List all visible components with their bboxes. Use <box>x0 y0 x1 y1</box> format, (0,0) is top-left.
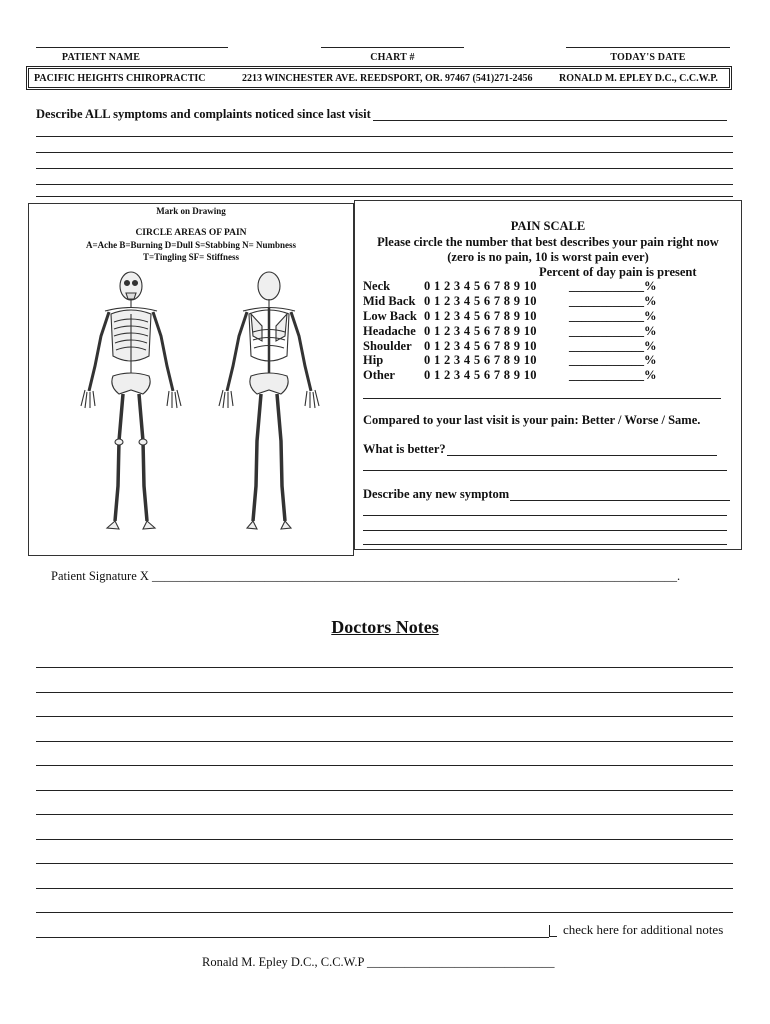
pain-percent-field[interactable]: ____________% <box>569 368 657 382</box>
pain-area-label: Mid Back <box>363 294 416 308</box>
practice-address: 2213 WINCHESTER AVE. REEDSPORT, OR. 97467 (541)271-2456 <box>242 73 533 84</box>
skeleton-back <box>219 272 319 529</box>
doctor-notes-line[interactable] <box>36 692 733 693</box>
circle-areas-label: CIRCLE AREAS OF PAIN <box>135 228 247 238</box>
doctor-notes-line[interactable] <box>36 839 733 840</box>
additional-notes-label: check here for additional notes <box>563 922 724 937</box>
pain-area-label: Shoulder <box>363 339 412 353</box>
pain-scale-numbers[interactable]: 0 1 2 3 4 5 6 7 8 9 10 <box>424 279 537 293</box>
pain-area-label: Low Back <box>363 309 417 323</box>
pain-scale-numbers[interactable]: 0 1 2 3 4 5 6 7 8 9 10 <box>424 353 537 367</box>
symptoms-line[interactable] <box>36 184 733 185</box>
pain-percent-field[interactable]: ____________% <box>569 324 657 338</box>
pain-percent-field[interactable]: ____________% <box>569 339 657 353</box>
doctors-notes-title: Doctors Notes <box>331 617 439 637</box>
doctor-notes-line[interactable] <box>36 912 733 913</box>
pain-area-label: Other <box>363 368 395 382</box>
doctor-notes-line[interactable] <box>36 741 733 742</box>
mark-on-drawing-label: Mark on Drawing <box>156 206 226 216</box>
pain-scale-numbers[interactable]: 0 1 2 3 4 5 6 7 8 9 10 <box>424 309 537 323</box>
pain-area-label: Hip <box>363 353 384 367</box>
pain-percent-field[interactable]: ____________% <box>569 353 657 367</box>
patient-name-line[interactable] <box>36 47 228 48</box>
skeleton-figures[interactable] <box>29 266 355 556</box>
pain-scale-panel <box>354 200 742 550</box>
pain-scale-title: PAIN SCALE <box>510 219 586 233</box>
body-drawing-panel <box>28 203 354 556</box>
symptoms-line[interactable] <box>36 196 733 197</box>
new-symptom-line[interactable] <box>363 530 727 531</box>
todays-date-label: TODAY'S DATE <box>610 52 686 63</box>
pain-percent-field[interactable]: ____________% <box>569 294 657 308</box>
pain-scale-instruction: Please circle the number that best describes your pain right now <box>377 235 719 249</box>
symptoms-line[interactable] <box>36 168 733 169</box>
symptoms-line[interactable] <box>373 120 727 121</box>
pain-scale-numbers[interactable]: 0 1 2 3 4 5 6 7 8 9 10 <box>424 339 537 353</box>
doctor-notes-line[interactable] <box>36 814 733 815</box>
practice-banner <box>26 66 732 90</box>
other-details-line[interactable] <box>363 398 721 399</box>
new-symptom-label: Describe any new symptom <box>363 487 510 501</box>
pain-area-label: Headache <box>363 324 416 338</box>
pain-scale-numbers[interactable]: 0 1 2 3 4 5 6 7 8 9 10 <box>424 324 537 338</box>
what-is-better-line[interactable] <box>363 470 727 471</box>
symptoms-line[interactable] <box>36 152 733 153</box>
doctor-signature[interactable]: Ronald M. Epley D.C., C.C.W.P ______________________________ <box>202 955 555 969</box>
what-is-better-line[interactable] <box>447 455 717 456</box>
new-symptom-line[interactable] <box>363 544 727 545</box>
doctor-credentials: RONALD M. EPLEY D.C., C.C.W.P. <box>559 73 718 84</box>
doctor-notes-line[interactable] <box>36 888 733 889</box>
pain-percent-field[interactable]: ____________% <box>569 309 657 323</box>
percent-of-day-label: Percent of day pain is present <box>539 265 697 279</box>
new-symptom-line[interactable] <box>363 515 727 516</box>
doctor-notes-line[interactable] <box>36 937 549 938</box>
doctor-notes-line[interactable] <box>36 716 733 717</box>
additional-notes-checkbox[interactable] <box>549 925 557 937</box>
symptoms-line[interactable] <box>36 136 733 137</box>
what-is-better-label: What is better? <box>363 442 446 456</box>
symptoms-prompt: Describe ALL symptoms and complaints noticed since last visit <box>36 107 371 121</box>
pain-scale-range: (zero is no pain, 10 is worst pain ever) <box>447 250 649 264</box>
pain-area-label: Neck <box>363 279 391 293</box>
practice-name: PACIFIC HEIGHTS CHIROPRACTIC <box>34 73 206 84</box>
chart-label: CHART # <box>370 52 415 63</box>
todays-date-line[interactable] <box>566 47 730 48</box>
doctor-notes-line[interactable] <box>36 790 733 791</box>
new-symptom-line[interactable] <box>510 500 730 501</box>
pain-scale-numbers[interactable]: 0 1 2 3 4 5 6 7 8 9 10 <box>424 368 537 382</box>
doctor-notes-line[interactable] <box>36 667 733 668</box>
compared-to-last-visit[interactable]: Compared to your last visit is your pain: Better / Worse / Same. <box>363 413 701 427</box>
pain-legend-line1: A=Ache B=Burning D=Dull S=Stabbing N= Numbness <box>86 240 296 250</box>
pain-percent-field[interactable]: ____________% <box>569 279 657 293</box>
pain-scale-numbers[interactable]: 0 1 2 3 4 5 6 7 8 9 10 <box>424 294 537 308</box>
pain-legend-line2: T=Tingling SF= Stiffness <box>142 252 240 262</box>
doctor-notes-line[interactable] <box>36 765 733 766</box>
skeleton-front <box>81 272 181 529</box>
chart-number-line[interactable] <box>321 47 464 48</box>
doctor-notes-line[interactable] <box>36 863 733 864</box>
patient-name-label: PATIENT NAME <box>61 52 141 63</box>
patient-signature[interactable]: Patient Signature X ____________________________________________________________________________________. <box>51 569 681 583</box>
